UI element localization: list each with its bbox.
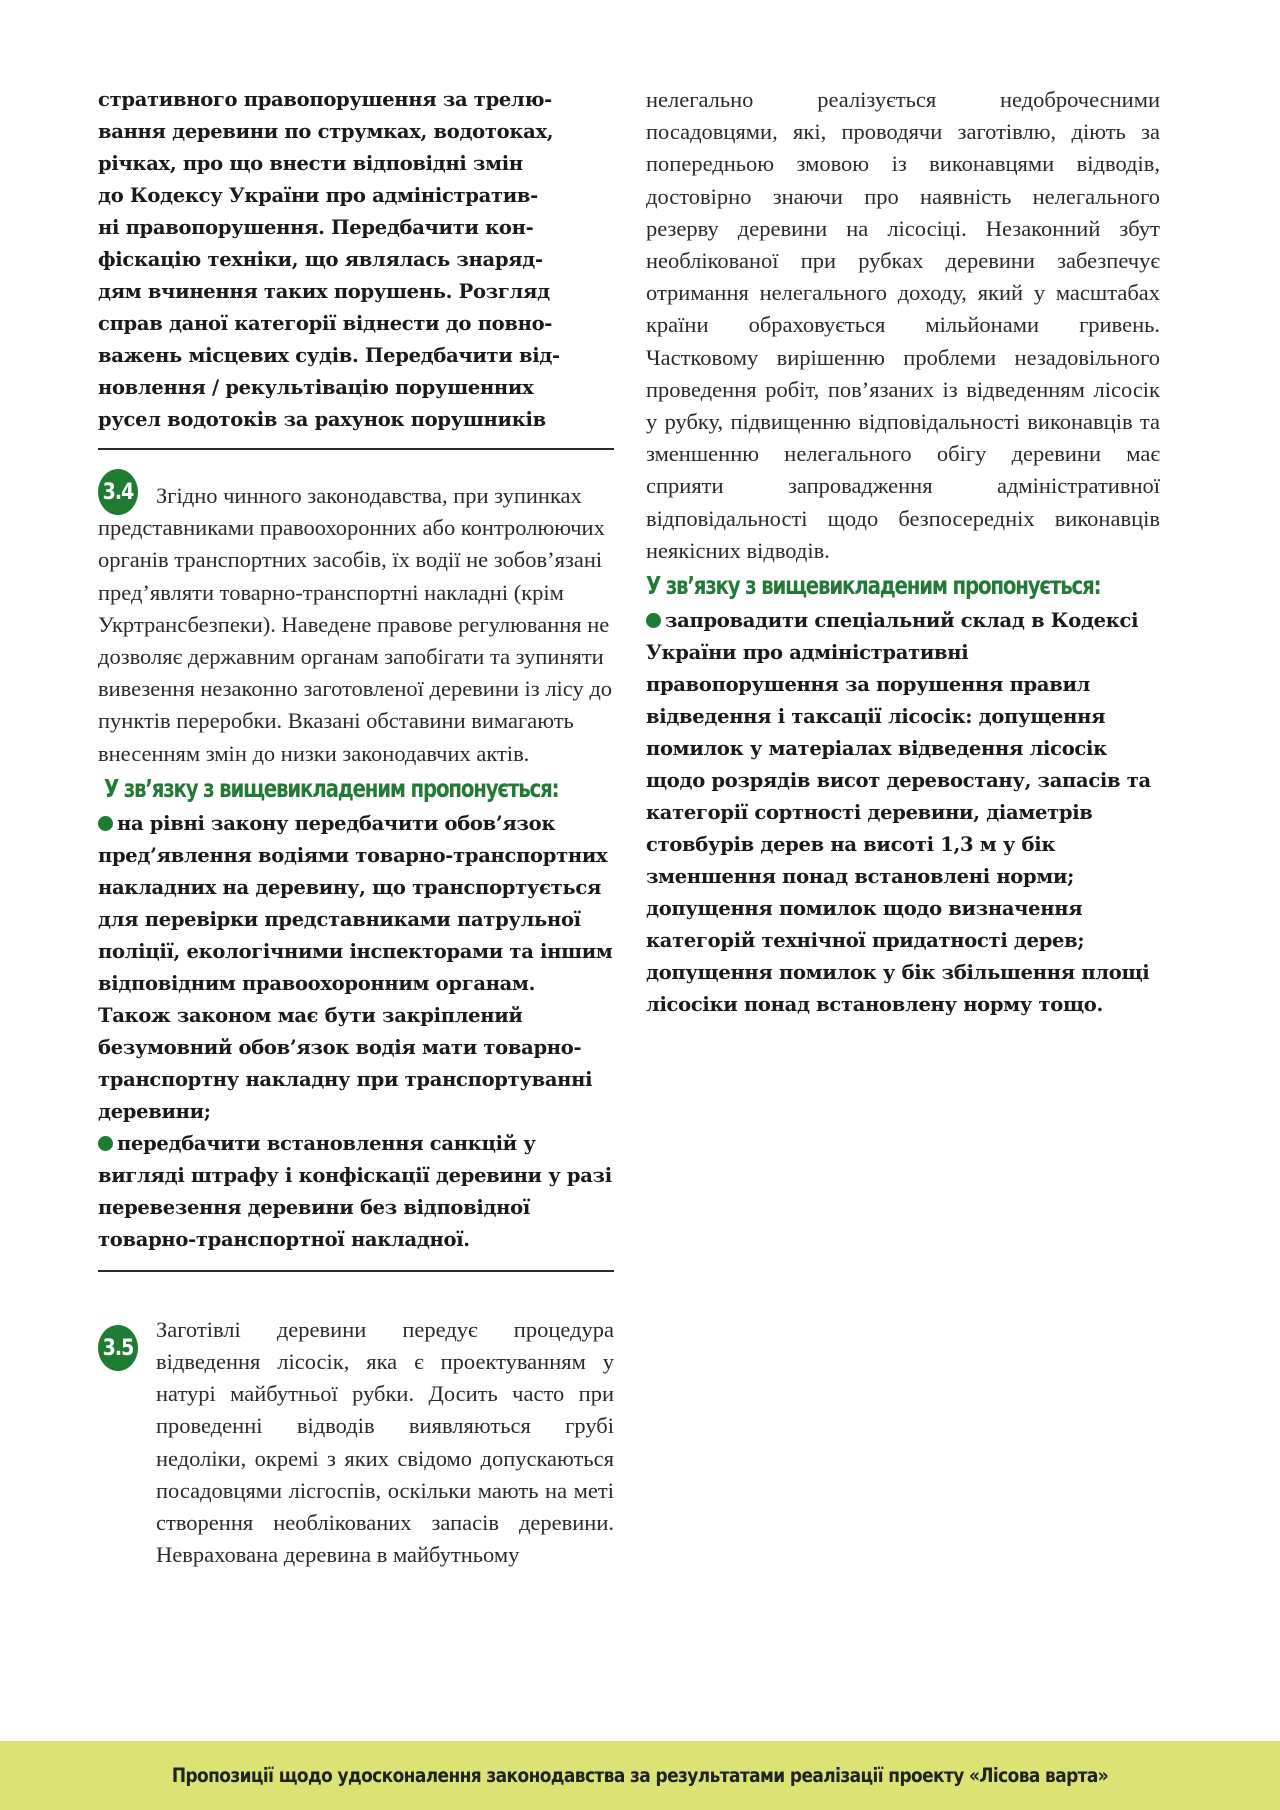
section-divider	[98, 448, 614, 450]
section-3-4	[98, 470, 614, 1256]
intro-line: до Кодексу України про адміністратив-	[98, 184, 538, 207]
section-paragraph: Заготівлі деревини передує процедура відведення лісосік, яка є проектуванням у натурі майбутньої рубки. Досить часто при проведенні відводів виявляються грубі недоліки, окремі з яких свідомо допускаються посадовцями лісгоспів, оскільки мають на меті створення необлікованих запасів деревини. Неврахована деревина в майбутньому	[156, 1316, 614, 1568]
bullet-text: запровадити спеціальний склад в Кодексі України про адміністративні правопорушення за порушення правил відведення і таксації лісосік: допущення помилок у матеріалах відведення лісосік щодо розрядів висот деревостану, запасів та категорії сортності деревини, діаметрів стовбурів дерев на висоті 1,3 м у бік зменшення понад встановлені норми; допущення помилок щодо визначення категорій технічної придатності дерев; допущення помилок у бік збільшення площі лісосіки понад встановлену норму тощо.	[646, 609, 1151, 1017]
left-column	[98, 84, 614, 1571]
intro-line: фіскацію техніки, що являлась знаряд-	[98, 248, 543, 271]
bullet-text: на рівні закону передбачити обов’язок пред’явлення водіями товарно-транспортних накладних на деревину, що транспортується для перевірки представниками патрульної поліції, екологічними інспекторами та іншим відповідним правоохоронним органам. Також законом має бути закріплений безумовний обов’язок водія мати товарно-транспортну накладну при транспортуванні деревини;	[98, 811, 613, 1123]
intro-line: стративного правопорушення за трелю-	[98, 88, 552, 111]
footer-text: Пропозиції щодо удосконалення законодавства за результатами реалізації проекту «Лісова варта»	[171, 1764, 1109, 1787]
proposal-bullet	[646, 605, 1160, 1021]
intro-line: річках, про що внести відповідні змін	[98, 152, 523, 175]
bullet-dot-icon	[98, 1136, 113, 1151]
intro-line: ні правопорушення. Передбачити кон-	[98, 216, 534, 239]
intro-line: русел водотоків за рахунок порушників	[98, 408, 546, 431]
section-number-badge: 3.5	[98, 1325, 138, 1371]
bullet-dot-icon	[646, 613, 661, 628]
section-divider	[98, 1270, 614, 1272]
intro-line: справ даної категорії віднести до повно-	[98, 312, 553, 335]
section-3-5	[98, 1314, 614, 1572]
proposal-heading: У зв’язку з вищевикладеним пропонується:	[646, 572, 1101, 601]
section-paragraph: Згідно чинного законодавства, при зупинках представниками правоохоронних або контролюючих органів транспортних засобів, їх водії не зобов’язані пред’являти товарно-транспортні накладні (крім Укртрансбезпеки). Наведене правове регулювання не дозволяє державним органам запобігати та зупиняти вивезення незаконно заготовленої деревини із лісу до пунктів переробки. Вказані обставини вимагають внесенням змін до низки законодавчих актів.	[98, 483, 613, 766]
proposal-list	[646, 605, 1160, 1021]
intro-line: вання деревини по струмках, водотоках,	[98, 120, 554, 143]
intro-line: новлення / рекультівацію порушенних	[98, 376, 534, 399]
bullet-text: передбачити встановлення санкцій у вигляді штрафу і конфіскації деревини у разі перевезення деревини без відповідної товарно-транспортної накладної.	[98, 1131, 612, 1251]
section-number-badge: 3.4	[98, 469, 138, 515]
intro-line: дям вчинення таких порушень. Розгляд	[98, 280, 550, 303]
proposal-bullet	[98, 1128, 614, 1256]
proposal-heading: У зв’язку з вищевикладеним пропонується:	[104, 774, 559, 804]
continued-paragraph: нелегально реалізується недоброчесними посадовцями, які, проводячи заготівлю, діють за попередньою змовою із виконавцями відводів, достовірно знаючи про наявність нелегального резерву деревини на лісосіці. Незаконний збут необлікованої при рубках деревини забезпечує отримання нелегального доходу, який у масштабах країни обраховується мільйонами гривень. Частковому вирішенню проблеми незадовільного проведення робіт, пов’язаних із відведенням лісосік у рубку, підвищенню відповідальності виконавців та зменшенню нелегального обігу деревини має сприяти запровадження адміністративної відповідальності щодо безпосередніх виконавців неякісних відводів.	[646, 87, 1160, 563]
footer-band	[0, 1741, 1280, 1810]
proposal-list	[98, 808, 614, 1256]
proposal-bullet	[98, 808, 614, 1128]
right-column	[646, 84, 1160, 1021]
intro-line: важень місцевих судів. Передбачити від-	[98, 344, 560, 367]
bullet-dot-icon	[98, 816, 113, 831]
intro-bold-text	[98, 84, 614, 436]
